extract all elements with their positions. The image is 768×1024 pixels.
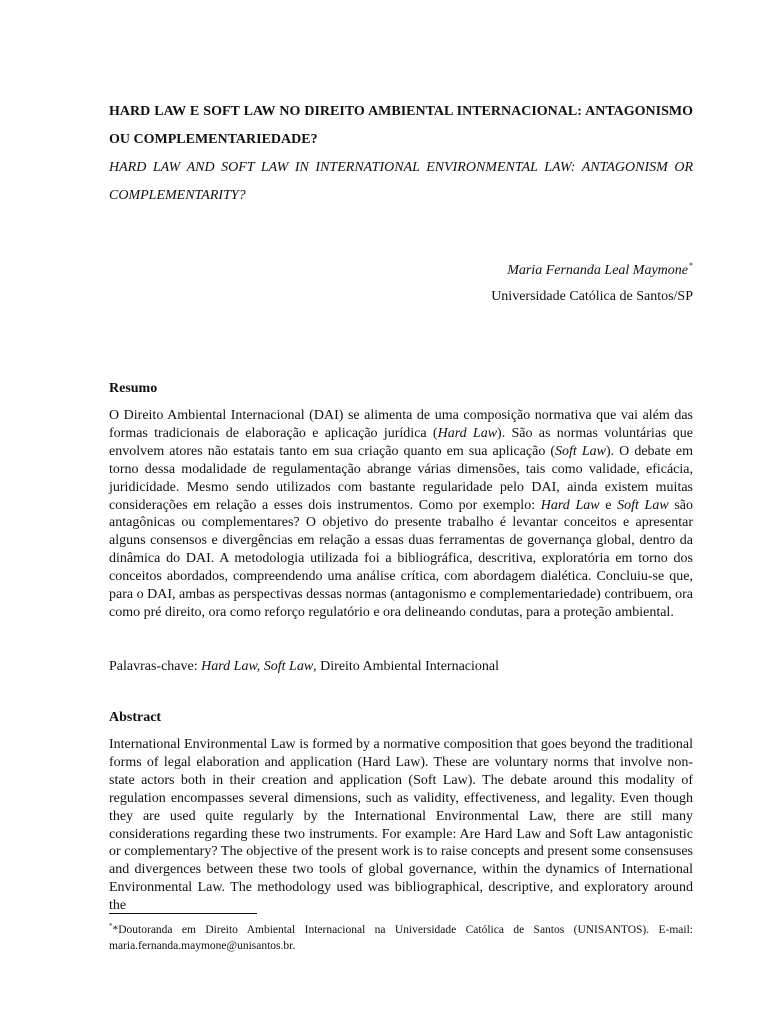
abstract-section xyxy=(109,709,693,915)
author-footnote-marker: * xyxy=(689,261,693,270)
resumo-hard-law-2: Hard Law xyxy=(540,497,600,513)
footnote-text: *Doutoranda em Direito Ambiental Internacional na Universidade Católica de Santos (UNISANTOS). E-mail: maria.fernanda.maymone@unisantos.br. xyxy=(109,924,693,952)
footnote xyxy=(109,918,693,954)
keywords-rest: , Direito Ambiental Internacional xyxy=(313,659,499,674)
resumo-soft-law-2: Soft Law xyxy=(617,497,669,513)
author-block xyxy=(491,253,693,310)
keywords-line xyxy=(109,658,693,676)
resumo-seg4: e xyxy=(599,497,618,513)
abstract-text: International Environmental Law is formed by a normative composition that goes beyond the traditional forms of legal elaboration and application (Hard Law). These are voluntary norms that involve non-state actors both in their creation and application (Soft Law). The debate around this modality of regulation encompasses several dimensions, such as validity, effectiveness, and legality. Even though they are used quite regularly by the International Environmental Law, there are still many considerations regarding these two instruments. For example: Are Hard Law and Soft Law antagonistic or complementary? The objective of the present work is to raise concepts and present some consensuses and divergences between these two tools of global governance, within the dynamics of International Environmental Law. The methodology used was bibliographical, descriptive, and exploratory around the xyxy=(109,737,693,914)
title-block xyxy=(109,98,693,210)
resumo-text xyxy=(109,407,693,622)
resumo-section xyxy=(109,380,693,622)
resumo-seg2: ). São as normas voluntárias que envolvem atores não estatais tanto em sua criação quanto em sua aplicação ( xyxy=(109,425,693,459)
footnote-marker: * xyxy=(109,922,113,930)
resumo-seg3: ). O debate em torno dessa modalidade de regulamentação abrange várias dimensões, tais como validade, eficácia, juridicidade. Mesmo sendo utilizados com bastante regularidade pelo DAI, ainda existem muitas considerações em relação a esses dois instrumentos. Como por exemplo: xyxy=(109,443,693,513)
resumo-seg1: O Direito Ambiental Internacional (DAI) se alimenta de uma composição normativa que vai além das formas tradicionais de elaboração e aplicação jurídica ( xyxy=(109,408,693,441)
keywords-italic-terms: Hard Law, Soft Law xyxy=(201,659,314,674)
author-name-text: Maria Fernanda Leal Maymone xyxy=(507,263,688,278)
author-affiliation: Universidade Católica de Santos/SP xyxy=(491,289,693,304)
resumo-seg5: são antagônicas ou complementares? O objetivo do presente trabalho é levantar conceitos e apresentar alguns consensos e divergências em relação a essas duas ferramentas de governança global, dentro da dinâmica do DAI. A metodologia utilizada foi a bibliográfica, descritiva, exploratória em torno dos conceitos abordados, compreendendo uma análise crítica, com abordagem dialética. Concluiu-se que, para o DAI, ambas as perspectivas dessas normas (antagonismo e complementariedade) contribuem, ora como pré direito, ora como reforço regulatório e ora delineando condutas, para a proteção ambiental. xyxy=(109,497,693,620)
keywords-label: Palavras-chave: xyxy=(109,659,202,674)
resumo-soft-law: Soft Law xyxy=(555,443,606,459)
resumo-hard-law: Hard Law xyxy=(437,425,498,441)
resumo-heading: Resumo xyxy=(109,381,158,396)
title-portuguese: HARD LAW E SOFT LAW NO DIREITO AMBIENTAL INTERNACIONAL: ANTAGONISMO OU COMPLEMENTARIEDADE? xyxy=(109,104,693,147)
abstract-heading: Abstract xyxy=(109,710,162,725)
title-english: HARD LAW AND SOFT LAW IN INTERNATIONAL ENVIRONMENTAL LAW: ANTAGONISM OR COMPLEMENTARITY? xyxy=(109,160,693,203)
footnote-divider xyxy=(109,913,257,914)
author-name xyxy=(491,253,693,284)
keywords-section xyxy=(109,658,693,676)
